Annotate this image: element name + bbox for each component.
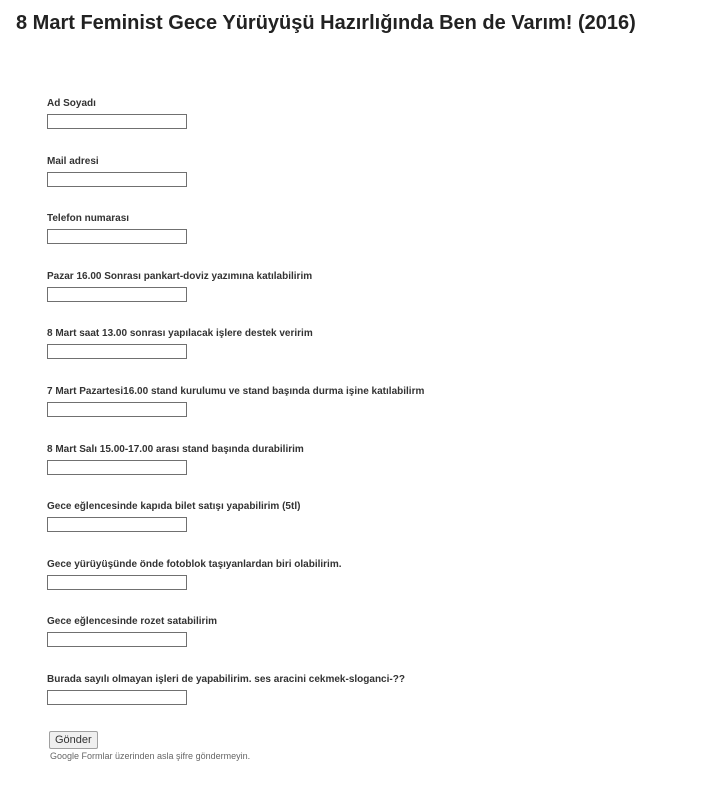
field-label: Gece eğlencesinde kapıda bilet satışı yapabilirim (5tl) xyxy=(47,501,301,512)
field-other-tasks xyxy=(47,674,405,686)
field-label: Burada sayılı olmayan işleri de yapabilirim. ses aracini cekmek-sloganci-?? xyxy=(47,674,405,685)
page-title: 8 Mart Feminist Gece Yürüyüşü Hazırlığında Ben de Varım! (2016) xyxy=(16,12,636,34)
field-tuesday-stand xyxy=(47,444,304,456)
badge-sales-input[interactable] xyxy=(47,632,187,647)
field-sunday-banner xyxy=(47,271,312,283)
ticket-sales-input[interactable] xyxy=(47,517,187,532)
field-label: Gece yürüyüşünde önde fotoblok taşıyanlardan biri olabilirim. xyxy=(47,559,342,570)
photoblock-input[interactable] xyxy=(47,575,187,590)
field-label: Gece eğlencesinde rozet satabilirim xyxy=(47,616,218,627)
email-input[interactable] xyxy=(47,172,187,187)
phone-input[interactable] xyxy=(47,229,187,244)
field-label: 8 Mart Salı 15.00-17.00 arası stand başında durabilirim xyxy=(47,444,304,455)
field-name xyxy=(47,98,96,110)
other-tasks-input[interactable] xyxy=(47,690,187,705)
field-label: 7 Mart Pazartesi16.00 stand kurulumu ve stand başında durma işine katılabilirm xyxy=(47,386,425,397)
tuesday-stand-input[interactable] xyxy=(47,460,187,475)
field-ticket-sales xyxy=(47,501,300,513)
field-label: Pazar 16.00 Sonrası pankart-doviz yazımına katılabilirim xyxy=(47,271,313,282)
field-label: Mail adresi xyxy=(47,156,99,167)
monday-stand-input[interactable] xyxy=(47,402,187,417)
field-march8-support xyxy=(47,328,313,340)
submit-button[interactable]: Gönder xyxy=(49,731,98,749)
field-email xyxy=(47,156,99,168)
name-input[interactable] xyxy=(47,114,187,129)
field-monday-stand xyxy=(47,386,424,398)
march8-support-input[interactable] xyxy=(47,344,187,359)
field-photoblock xyxy=(47,559,342,571)
password-disclaimer: Google Formlar üzerinden asla şifre göndermeyin. xyxy=(50,751,251,761)
field-label: Telefon numarası xyxy=(47,213,130,224)
field-label: 8 Mart saat 13.00 sonrası yapılacak işlere destek veririm xyxy=(47,328,313,339)
field-badge-sales xyxy=(47,616,217,628)
sunday-banner-input[interactable] xyxy=(47,287,187,302)
field-phone xyxy=(47,213,129,225)
field-label: Ad Soyadı xyxy=(47,98,96,109)
